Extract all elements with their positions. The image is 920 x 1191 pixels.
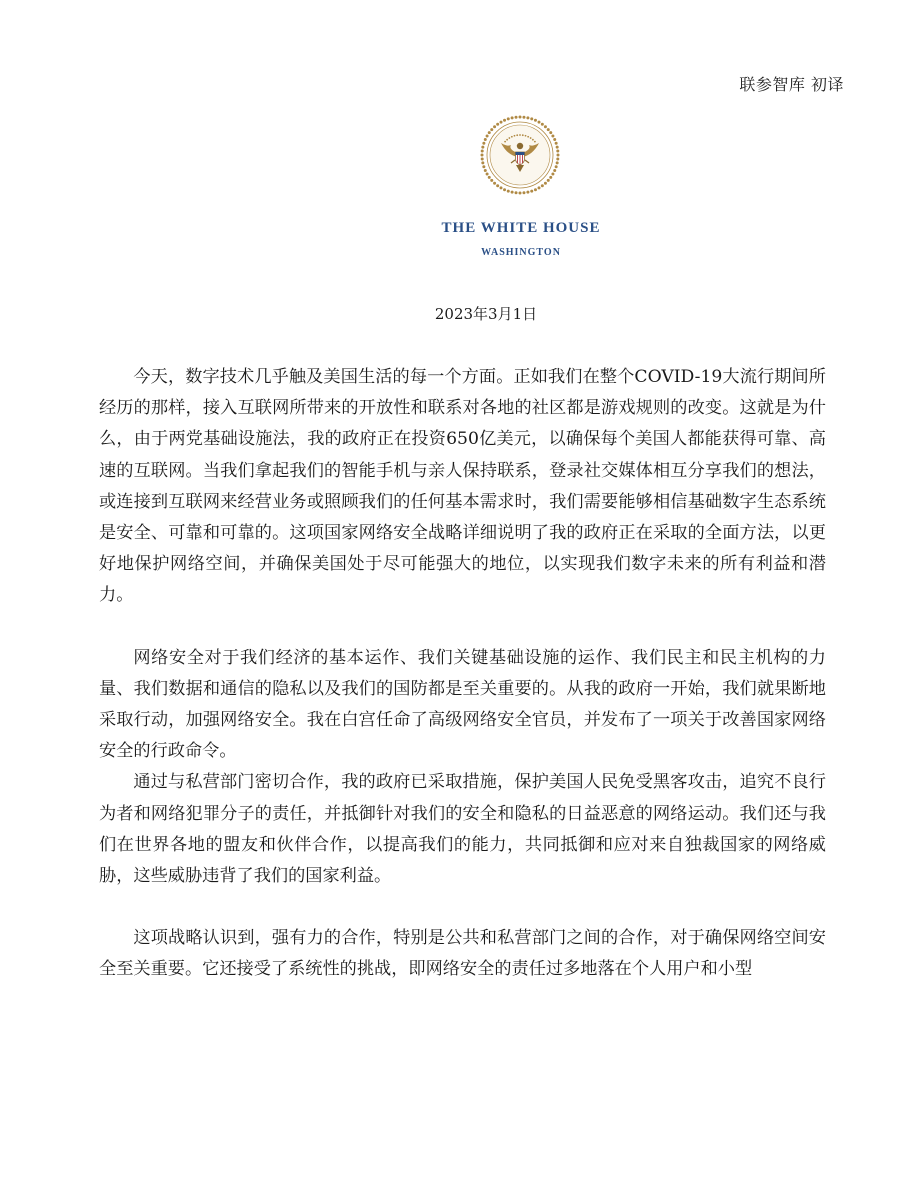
seal-dot [544,125,547,128]
seal-star [511,136,513,138]
white-house-title: THE WHITE HOUSE [441,220,601,236]
translator-note: 联参智库 初译 [739,75,844,94]
seal-dot [515,191,518,194]
seal-dot [551,135,554,138]
seal-dot [488,176,491,179]
seal-dot [519,116,522,119]
seal-dot [556,150,559,153]
seal-dot [549,176,552,179]
seal-dot [490,179,493,182]
seal-star [527,136,529,138]
seal-dot [493,125,496,128]
seal-dot [555,165,558,168]
seal-star [519,134,521,136]
seal-dot [503,119,506,122]
seal-dot [541,184,544,187]
seal-dot [538,121,541,124]
seal-dot [490,128,493,131]
seal-dot [551,173,554,176]
seal-dot [538,186,541,189]
seal-dot [530,117,533,120]
seal-dot [507,117,510,120]
seal-dot [549,131,552,134]
letter-body [99,362,826,986]
seal-dot [481,150,484,153]
seal-dot [484,138,487,141]
seal-star [534,141,536,143]
seal-dot [522,116,525,119]
seal-dot [482,142,485,145]
seal-dot [486,135,489,138]
seal-dot [526,191,529,194]
seal-star [522,134,524,136]
seal-star [516,134,518,136]
seal-dot [493,182,496,185]
seal-dot [503,188,506,191]
seal-star [525,135,527,137]
seal-dot [530,190,533,193]
seal-dot [482,165,485,168]
seal-star [530,137,532,139]
seal-dot [541,123,544,126]
seal-dot [481,146,484,149]
seal-dot [534,119,537,122]
seal-dot [500,121,503,124]
paragraph: 这项战略认识到，强有力的合作，特别是公共和私营部门之间的合作，对于确保网络空间安全至关重要。它还接受了系统性的挑战，即网络安全的责任过多地落在个人用户和小型 [99,928,826,980]
seal-star [504,141,506,143]
seal-dot [526,116,529,119]
seal-dot [488,131,491,134]
seal-dot [511,191,514,194]
seal-dot [515,116,518,119]
seal-star [506,139,508,141]
white-house-subtitle: WASHINGTON [481,247,561,258]
seal-dot [496,184,499,187]
seal-dot [553,138,556,141]
paragraph: 今天，数字技术几乎触及美国生活的每一个方面。正如我们在整个COVID-19大流行期间所经历的那样，接入互联网所带来的开放性和联系对各地的社区都是游戏规则的改变。这就是为什么，由于两党基础设施法，我的政府正在投资650亿美元，以确保每个美国人都能获得可靠、高速的互联网。当我们拿起我们的智能手机与亲人保持联系，登录社交媒体相互分享我们的想法，或连接到互联网来经营业务或照顾我们的任何基本需求时，我们需要能够相信基础数字生态系统是安全、可靠和可靠的。这项国家网络安全战略详细说明了我的政府正在采取的全面方法，以更好地保护网络空间，并确保美国处于尽可能强大的地位，以实现我们数字未来的所有利益和潜力。 [99,367,826,606]
seal-dot [496,123,499,126]
paragraph: 通过与私营部门密切合作，我的政府已采取措施，保护美国人民免受黑客攻击，追究不良行为者和网络犯罪分子的责任，并抵御针对我们的安全和隐私的日益恶意的网络运动。我们还与我们在世界各地的盟友和伙伴合作，以提高我们的能力，共同抵御和应对来自独裁国家的网络威胁，这些威胁违背了我们的国家利益。 [99,772,826,887]
eagle-head [517,143,523,149]
seal-star [514,135,516,137]
letter-date: 2023年3月1日 [434,305,538,323]
seal-dot [481,161,484,164]
seal-dot [547,179,550,182]
seal-dot [534,188,537,191]
seal-dot [544,182,547,185]
seal-star [508,137,510,139]
seal-dot [519,192,522,195]
seal-dot [555,142,558,145]
seal-dot [484,169,487,172]
seal-dot [507,190,510,193]
presidential-seal-icon [478,113,562,197]
seal-dot [481,154,484,157]
seal-dot [481,157,484,160]
seal-star [532,139,534,141]
seal-dot [556,146,559,149]
seal-dot [511,116,514,119]
paragraph: 网络安全对于我们经济的基本运作、我们关键基础设施的运作、我们民主和民主机构的力量、我们数据和通信的隐私以及我们的国防都是至关重要的。从我的政府一开始，我们就果断地采取行动，加强网络安全。我在白宫任命了高级网络安全官员，并发布了一项关于改善国家网络安全的行政命令。 [99,647,826,762]
seal-dot [553,169,556,172]
seal-dot [547,128,550,131]
seal-dot [486,173,489,176]
seal-dot [500,186,503,189]
seal-dot [556,161,559,164]
seal-dot [556,157,559,160]
seal-dot [522,191,525,194]
seal-dot [557,154,560,157]
